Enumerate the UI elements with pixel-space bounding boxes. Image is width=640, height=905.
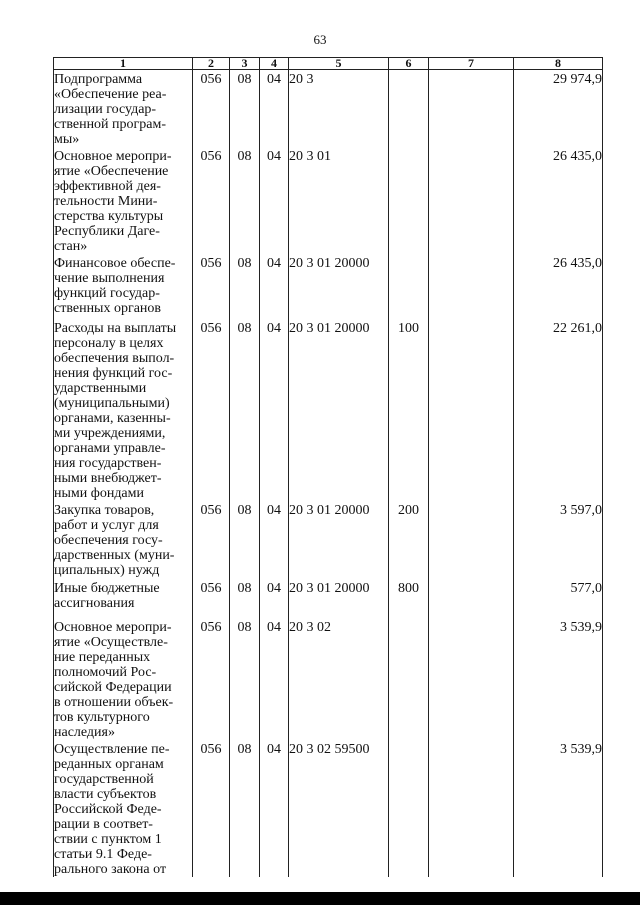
item-name-line: ственной програм- bbox=[54, 117, 167, 132]
item-name-line: наследия» bbox=[54, 725, 115, 740]
cell-item-name bbox=[54, 147, 193, 254]
cell-expense-type bbox=[389, 740, 429, 877]
item-name-line: (муниципальными) bbox=[54, 396, 170, 411]
item-name-line: стан» bbox=[54, 239, 88, 254]
cell-col7 bbox=[429, 501, 514, 579]
cell-amount: 26 435,0 bbox=[514, 254, 603, 319]
cell-target-article: 20 3 02 bbox=[289, 618, 389, 740]
header-row bbox=[54, 58, 603, 70]
item-name-line: стерства культуры bbox=[54, 209, 164, 224]
cell-section: 08 bbox=[230, 579, 260, 618]
item-name-line: органами управле- bbox=[54, 441, 166, 456]
item-name-line: тельности Мини- bbox=[54, 194, 158, 209]
item-name-line: нения функций гос- bbox=[54, 366, 173, 381]
item-name-line: статьи 9.1 Феде- bbox=[54, 847, 152, 862]
item-name-line: Иные бюджетные bbox=[54, 581, 160, 596]
cell-col7 bbox=[429, 147, 514, 254]
item-name-line: ствии с пунктом 1 bbox=[54, 832, 162, 847]
table-row bbox=[54, 254, 603, 319]
cell-item-name bbox=[54, 618, 193, 740]
item-name-line: Республики Даге- bbox=[54, 224, 160, 239]
table-body bbox=[54, 70, 603, 878]
item-name-line: ными внебюджет- bbox=[54, 471, 162, 486]
cell-subsection: 04 bbox=[260, 501, 289, 579]
header-col-5: 5 bbox=[289, 58, 389, 70]
item-name-line: функций государ- bbox=[54, 286, 160, 301]
cell-item-name bbox=[54, 70, 193, 148]
cell-amount: 3 597,0 bbox=[514, 501, 603, 579]
item-name-line: обеспечения выпол- bbox=[54, 351, 175, 366]
cell-item-name bbox=[54, 319, 193, 501]
cell-expense-type bbox=[389, 70, 429, 148]
item-name-line: ципальных) нужд bbox=[54, 563, 160, 578]
cell-subsection: 04 bbox=[260, 254, 289, 319]
item-name-line: рации в соответ- bbox=[54, 817, 153, 832]
cell-subsection: 04 bbox=[260, 70, 289, 148]
cell-section: 08 bbox=[230, 319, 260, 501]
header-col-2: 2 bbox=[193, 58, 230, 70]
cell-section: 08 bbox=[230, 70, 260, 148]
cell-target-article: 20 3 bbox=[289, 70, 389, 148]
item-name-line: дарственных (муни- bbox=[54, 548, 175, 563]
cell-grbs: 056 bbox=[193, 740, 230, 877]
cell-target-article: 20 3 01 bbox=[289, 147, 389, 254]
cell-target-article: 20 3 02 59500 bbox=[289, 740, 389, 877]
item-name-line: Закупка товаров, bbox=[54, 503, 155, 518]
item-name-line: полномочий Рос- bbox=[54, 665, 157, 680]
cell-grbs: 056 bbox=[193, 618, 230, 740]
cell-subsection: 04 bbox=[260, 579, 289, 618]
header-col-7: 7 bbox=[429, 58, 514, 70]
cell-expense-type bbox=[389, 254, 429, 319]
cell-amount: 3 539,9 bbox=[514, 618, 603, 740]
item-name-line: ми учреждениями, bbox=[54, 426, 166, 441]
item-name-line: работ и услуг для bbox=[54, 518, 159, 533]
cell-section: 08 bbox=[230, 501, 260, 579]
page-number: 63 bbox=[313, 32, 327, 47]
cell-item-name bbox=[54, 254, 193, 319]
item-name-line: ассигнования bbox=[54, 596, 135, 611]
table-row bbox=[54, 70, 603, 148]
cell-col7 bbox=[429, 70, 514, 148]
cell-subsection: 04 bbox=[260, 740, 289, 877]
item-name-line: чение выполнения bbox=[54, 271, 165, 286]
item-name-line: Основное меропри- bbox=[54, 620, 172, 635]
cell-col7 bbox=[429, 618, 514, 740]
cell-expense-type: 200 bbox=[389, 501, 429, 579]
cell-grbs: 056 bbox=[193, 254, 230, 319]
item-name-line: тов культурного bbox=[54, 710, 150, 725]
scan-border bbox=[0, 892, 640, 905]
table-row bbox=[54, 501, 603, 579]
cell-subsection: 04 bbox=[260, 618, 289, 740]
cell-col7 bbox=[429, 319, 514, 501]
cell-expense-type bbox=[389, 147, 429, 254]
item-name-line: персоналу в целях bbox=[54, 336, 164, 351]
header-col-3: 3 bbox=[230, 58, 260, 70]
item-name-line: в отношении объек- bbox=[54, 695, 174, 710]
table-row bbox=[54, 319, 603, 501]
cell-subsection: 04 bbox=[260, 147, 289, 254]
cell-target-article: 20 3 01 20000 bbox=[289, 501, 389, 579]
cell-amount: 29 974,9 bbox=[514, 70, 603, 148]
item-name-line: «Обеспечение реа- bbox=[54, 87, 167, 102]
cell-grbs: 056 bbox=[193, 579, 230, 618]
header-col-4: 4 bbox=[260, 58, 289, 70]
item-name-line: Финансовое обеспе- bbox=[54, 256, 176, 271]
item-name-line: ственных органов bbox=[54, 301, 162, 316]
item-name-line: лизации государ- bbox=[54, 102, 157, 117]
header-col-6: 6 bbox=[389, 58, 429, 70]
cell-section: 08 bbox=[230, 254, 260, 319]
cell-amount: 26 435,0 bbox=[514, 147, 603, 254]
header-col-1: 1 bbox=[54, 58, 193, 70]
cell-section: 08 bbox=[230, 740, 260, 877]
item-name-line: ния государствен- bbox=[54, 456, 162, 471]
cell-item-name bbox=[54, 501, 193, 579]
item-name-line: ятие «Осуществле- bbox=[54, 635, 168, 650]
item-name-line: Подпрограмма bbox=[54, 72, 143, 87]
cell-col7 bbox=[429, 579, 514, 618]
cell-amount: 577,0 bbox=[514, 579, 603, 618]
cell-item-name bbox=[54, 579, 193, 618]
table-row bbox=[54, 618, 603, 740]
cell-grbs: 056 bbox=[193, 319, 230, 501]
table-row bbox=[54, 579, 603, 618]
cell-item-name bbox=[54, 740, 193, 877]
item-name-line: органами, казенны- bbox=[54, 411, 171, 426]
cell-expense-type: 800 bbox=[389, 579, 429, 618]
item-name-line: Осуществление пе- bbox=[54, 742, 170, 757]
cell-target-article: 20 3 01 20000 bbox=[289, 319, 389, 501]
cell-col7 bbox=[429, 254, 514, 319]
header-col-8: 8 bbox=[514, 58, 603, 70]
item-name-line: ударственными bbox=[54, 381, 147, 396]
item-name-line: сийской Федерации bbox=[54, 680, 172, 695]
item-name-line: обеспечения госу- bbox=[54, 533, 163, 548]
cell-col7 bbox=[429, 740, 514, 877]
cell-target-article: 20 3 01 20000 bbox=[289, 254, 389, 319]
item-name-line: мы» bbox=[54, 132, 80, 147]
cell-grbs: 056 bbox=[193, 501, 230, 579]
cell-section: 08 bbox=[230, 618, 260, 740]
item-name-line: Основное меропри- bbox=[54, 149, 172, 164]
table-row bbox=[54, 147, 603, 254]
item-name-line: ятие «Обеспечение bbox=[54, 164, 169, 179]
item-name-line: власти субъектов bbox=[54, 787, 157, 802]
cell-section: 08 bbox=[230, 147, 260, 254]
cell-expense-type: 100 bbox=[389, 319, 429, 501]
item-name-line: ными фондами bbox=[54, 486, 145, 501]
item-name-line: государственной bbox=[54, 772, 154, 787]
budget-table bbox=[53, 57, 603, 877]
table-row bbox=[54, 740, 603, 877]
cell-amount: 3 539,9 bbox=[514, 740, 603, 877]
cell-grbs: 056 bbox=[193, 70, 230, 148]
item-name-line: эффективной дея- bbox=[54, 179, 161, 194]
cell-target-article: 20 3 01 20000 bbox=[289, 579, 389, 618]
cell-grbs: 056 bbox=[193, 147, 230, 254]
item-name-line: ние переданных bbox=[54, 650, 151, 665]
item-name-line: Расходы на выплаты bbox=[54, 321, 177, 336]
item-name-line: реданных органам bbox=[54, 757, 164, 772]
cell-subsection: 04 bbox=[260, 319, 289, 501]
item-name-line: Российской Феде- bbox=[54, 802, 162, 817]
cell-amount: 22 261,0 bbox=[514, 319, 603, 501]
item-name-line: рального закона от bbox=[54, 862, 167, 877]
cell-expense-type bbox=[389, 618, 429, 740]
